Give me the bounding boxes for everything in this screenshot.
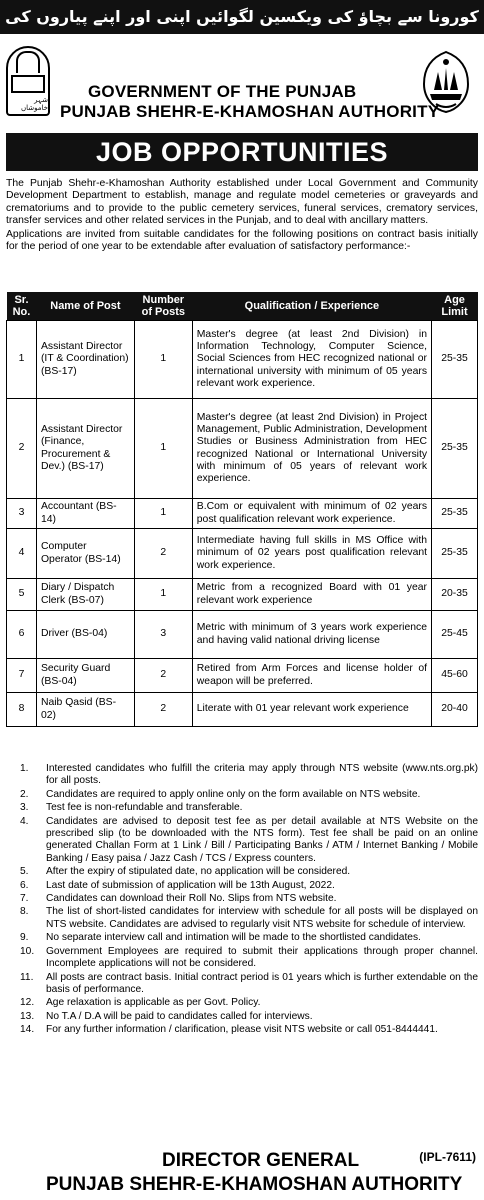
- instruction-item: [6, 1011, 478, 1023]
- sr-no-cell: 2: [7, 399, 37, 499]
- instruction-item: [6, 946, 478, 971]
- instruction-number: 9.: [20, 932, 29, 944]
- post-name-cell: Security Guard (BS-04): [36, 659, 134, 693]
- qualification-cell: Master's degree (at least 2nd Division) in Project Management, Public Administration, Development Studies or Business Administration from HEC recognized National or International University with minimum of 05 years of relevant work experience.: [192, 399, 431, 499]
- qualification-cell: B.Com or equivalent with minimum of 02 years post qualification relevant work experience.: [192, 499, 431, 529]
- qualification-cell: Literate with 01 year relevant work experience: [192, 693, 431, 727]
- column-header: Name of Post: [36, 292, 134, 321]
- instruction-number: 12.: [20, 997, 35, 1009]
- age-limit-cell: 25-35: [432, 529, 478, 579]
- table-row: [7, 529, 478, 579]
- instruction-number: 5.: [20, 866, 29, 878]
- instruction-item: [6, 866, 478, 878]
- punjab-emblem-icon: [416, 50, 476, 114]
- table-row: [7, 659, 478, 693]
- instruction-number: 3.: [20, 802, 29, 814]
- building-icon: [11, 75, 45, 93]
- instruction-text: Candidates are advised to deposit test fee as per detail available at NTS Website on the prescribed slip (to be downloaded with the NTS form). Test fee shall be paid on an online generated Challan Form at 1 Link / Bill / Participating Banks / ATM / Internet Banking / Mobile Banking / Easy paisa / Jazz Cash / TCS / Express counters.: [46, 815, 478, 864]
- post-name-cell: Naib Qasid (BS-02): [36, 693, 134, 727]
- age-limit-cell: 25-35: [432, 321, 478, 399]
- qualification-cell: Master's degree (at least 2nd Division) in Information Technology, Computer Science, Social Sciences from HEC recognized national or international university with minimum of 05 years relevant work experience.: [192, 321, 431, 399]
- instruction-text: Candidates are required to apply online only on the form available on NTS website.: [46, 788, 421, 800]
- column-header: Number of Posts: [134, 292, 192, 321]
- column-header: Age Limit: [432, 292, 478, 321]
- posts-count-cell: 2: [134, 659, 192, 693]
- instruction-number: 6.: [20, 879, 29, 891]
- header: [0, 42, 484, 132]
- post-name-cell: Assistant Director (IT & Coordination) (BS-17): [36, 321, 134, 399]
- posts-count-cell: 1: [134, 579, 192, 611]
- posts-count-cell: 2: [134, 529, 192, 579]
- instruction-text: Government Employees are required to submit their applications through proper channel. Incomplete applications will not be considered.: [46, 945, 478, 970]
- age-limit-cell: 25-35: [432, 399, 478, 499]
- age-limit-cell: 25-35: [432, 499, 478, 529]
- instruction-text: After the expiry of stipulated date, no application will be considered.: [46, 866, 351, 878]
- post-name-cell: Accountant (BS-14): [36, 499, 134, 529]
- column-header: Qualification / Experience: [192, 292, 431, 321]
- instruction-item: [6, 932, 478, 944]
- posts-count-cell: 2: [134, 693, 192, 727]
- posts-count-cell: 1: [134, 499, 192, 529]
- instruction-text: Candidates can download their Roll No. Slips from NTS website.: [46, 893, 337, 905]
- instruction-item: [6, 816, 478, 866]
- sr-no-cell: 7: [7, 659, 37, 693]
- instructions-list: [6, 763, 478, 1038]
- footer-authority: PUNJAB SHEHR-E-KHAMOSHAN AUTHORITY: [46, 1174, 463, 1195]
- table-row: [7, 399, 478, 499]
- instruction-text: Interested candidates who fulfill the criteria may apply through NTS website (www.nts.org.pk) for all posts.: [46, 763, 478, 787]
- age-limit-cell: 20-40: [432, 693, 478, 727]
- job-opportunities-banner: JOB OPPORTUNITIES: [6, 133, 478, 171]
- urdu-banner: کورونا سے بچاؤ کی ویکسین لگوائیں اپنی اور اپنے پیاروں کی زندگیوں کو محفوظ بنائیں: [0, 0, 484, 34]
- intro-paragraph: The Punjab Shehr-e-Khamoshan Authority established under Local Government and Community Development Department to establish, manage and regulate model cemeteries or graveyards and crematoriums and to provide to the public cemetery services, funeral services, crematory services, transfer services and other related services in the Punjab, and to deal with ancillary matters.: [6, 178, 478, 226]
- instruction-number: 13.: [20, 1010, 35, 1022]
- authority-title: PUNJAB SHEHR-E-KHAMOSHAN AUTHORITY: [60, 102, 440, 121]
- qualification-cell: Retired from Arm Forces and license holder of weapon will be preferred.: [192, 659, 431, 693]
- post-name-cell: Computer Operator (BS-14): [36, 529, 134, 579]
- table-row: [7, 321, 478, 399]
- instruction-item: [6, 789, 478, 801]
- sr-no-cell: 6: [7, 611, 37, 659]
- table-row: [7, 499, 478, 529]
- instruction-item: [6, 802, 478, 814]
- instruction-text: Test fee is non-refundable and transferable.: [46, 802, 243, 814]
- column-header: Sr. No.: [7, 292, 37, 321]
- age-limit-cell: 20-35: [432, 579, 478, 611]
- instruction-number: 4.: [20, 815, 29, 827]
- sr-no-cell: 8: [7, 693, 37, 727]
- sr-no-cell: 5: [7, 579, 37, 611]
- instruction-text: Last date of submission of application will be 13th August, 2022.: [46, 879, 335, 891]
- instruction-number: 7.: [20, 893, 29, 905]
- sr-no-cell: 3: [7, 499, 37, 529]
- posts-count-cell: 1: [134, 399, 192, 499]
- qualification-cell: Intermediate having full skills in MS Office with minimum of 02 years post qualification relevant work experience.: [192, 529, 431, 579]
- instruction-text: For any further information / clarification, please visit NTS website or call 051-8444441.: [46, 1024, 438, 1036]
- shehr-e-khamoshan-logo: [6, 46, 50, 116]
- posts-count-cell: 3: [134, 611, 192, 659]
- intro-paragraph: Applications are invited from suitable candidates for the following positions on contract basis initially for the period of one year to be extendable after evaluation of satisfactory performance:-: [6, 229, 478, 253]
- table-row: [7, 579, 478, 611]
- sr-no-cell: 1: [7, 321, 37, 399]
- government-title: GOVERNMENT OF THE PUNJAB: [88, 82, 357, 101]
- post-name-cell: Driver (BS-04): [36, 611, 134, 659]
- instruction-item: [6, 906, 478, 931]
- sr-no-cell: 4: [7, 529, 37, 579]
- age-limit-cell: 45-60: [432, 659, 478, 693]
- dome-icon: [16, 51, 40, 73]
- instruction-text: No T.A / D.A will be paid to candidates called for interviews.: [46, 1010, 313, 1022]
- instruction-item: [6, 880, 478, 892]
- instruction-item: [6, 893, 478, 905]
- logo-label: شہر خاموشاں: [21, 95, 48, 112]
- instruction-item: [6, 972, 478, 997]
- qualification-cell: Metric with minimum of 3 years work experience and having valid national driving license: [192, 611, 431, 659]
- introduction: [6, 178, 478, 256]
- instruction-number: 8.: [20, 906, 29, 918]
- instruction-text: No separate interview call and intimation will be made to the shortlisted candidates.: [46, 932, 421, 944]
- instruction-text: Age relaxation is applicable as per Govt. Policy.: [46, 997, 261, 1009]
- table-row: [7, 693, 478, 727]
- instruction-number: 1.: [20, 763, 29, 774]
- age-limit-cell: 25-45: [432, 611, 478, 659]
- post-name-cell: Diary / Dispatch Clerk (BS-07): [36, 579, 134, 611]
- post-name-cell: Assistant Director (Finance, Procurement & Dev.) (BS-17): [36, 399, 134, 499]
- instruction-number: 10.: [20, 945, 35, 957]
- table-header-row: [7, 292, 478, 321]
- ipl-reference: (IPL-7611): [419, 1150, 476, 1164]
- instruction-number: 14.: [20, 1024, 35, 1036]
- instruction-item: [6, 1024, 478, 1036]
- posts-count-cell: 1: [134, 321, 192, 399]
- table-row: [7, 611, 478, 659]
- instruction-item: [6, 997, 478, 1009]
- qualification-cell: Metric from a recognized Board with 01 year relevant work experience: [192, 579, 431, 611]
- instruction-text: The list of short-listed candidates for interview with schedule for all posts will be displayed on NTS website. Candidates are advised to regularly visit NTS website for schedule of interview.: [46, 906, 478, 930]
- instruction-number: 11.: [20, 971, 34, 983]
- positions-table: [6, 292, 478, 727]
- instruction-number: 2.: [20, 788, 29, 800]
- instruction-item: [6, 763, 478, 788]
- signatory-designation: DIRECTOR GENERAL: [162, 1150, 360, 1171]
- instruction-text: All posts are contract basis. Initial contract period is 01 years which is further extendable on the basis of performance.: [46, 971, 478, 995]
